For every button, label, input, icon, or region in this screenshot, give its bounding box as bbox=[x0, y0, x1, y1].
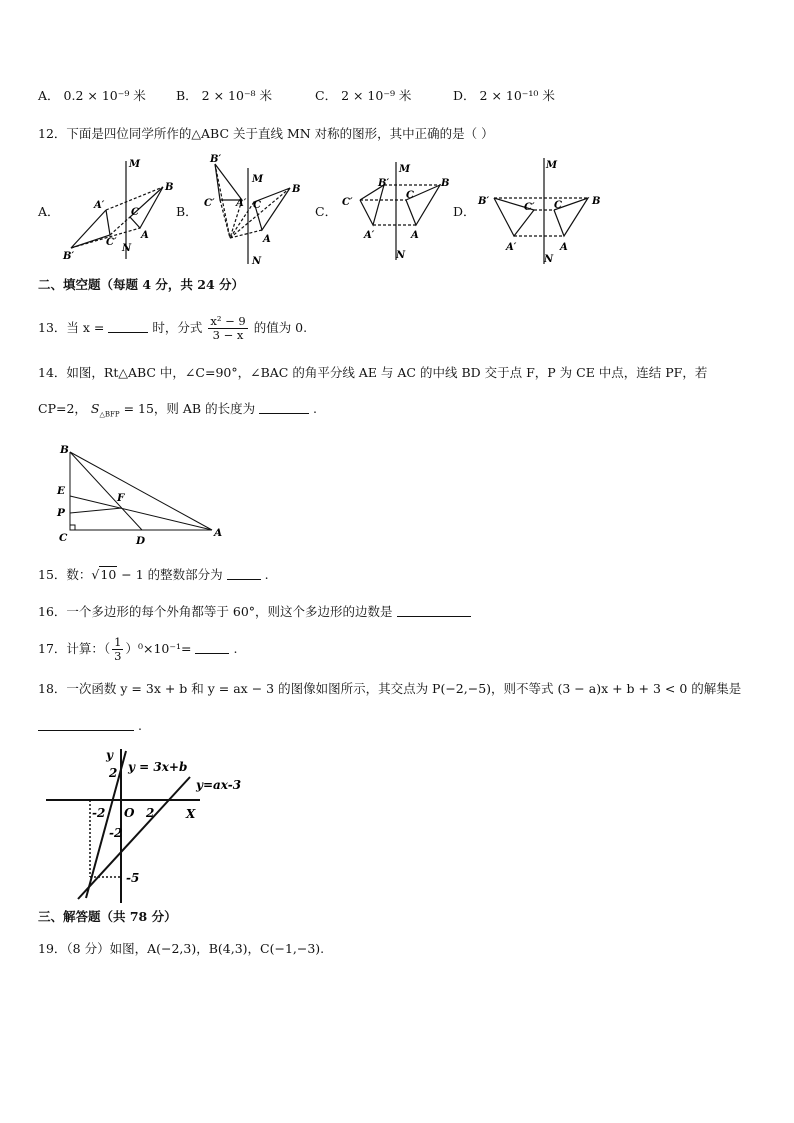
label-n: N bbox=[544, 254, 554, 265]
q11-option-value: 0.2 × 10⁻⁹ 米 bbox=[63, 88, 146, 103]
label-a: A bbox=[141, 230, 149, 241]
q11-option-label: B． bbox=[176, 88, 198, 103]
label-b: B bbox=[441, 178, 450, 189]
q18-end: . bbox=[137, 718, 142, 733]
label-a1: A′ bbox=[506, 242, 517, 253]
q14-label-e: E bbox=[57, 485, 66, 497]
q17-fraction bbox=[112, 636, 123, 663]
q18-tick-y-neg5: -5 bbox=[126, 871, 140, 885]
q18-line1: 18．一次函数 y = 3x + b 和 y = ax − 3 的图像如图所示，其交点为 P(−2,−5)，则不等式 (3 − a)x + b + 3 < 0 的解集是 bbox=[38, 681, 742, 696]
q18-axis-x: X bbox=[186, 807, 196, 821]
label-n: N bbox=[122, 243, 132, 254]
q15-pre: 15．数： bbox=[38, 567, 92, 582]
q14-label-a: A bbox=[214, 527, 223, 539]
q11-option-value: 2 × 10⁻⁹ 米 bbox=[341, 88, 412, 103]
label-b1: B′ bbox=[478, 196, 490, 207]
q12-text: 12．下面是四位同学所作的△ABC 关于直线 MN 对称的图形，其中正确的是（ ） bbox=[38, 126, 494, 141]
label-c: C bbox=[554, 200, 562, 211]
label-c: C bbox=[131, 207, 139, 218]
q13-frac-num: x² − 9 bbox=[210, 314, 246, 328]
label-c1: C′ bbox=[342, 197, 353, 208]
label-c: C bbox=[253, 200, 261, 211]
q12-figure-c bbox=[338, 152, 456, 264]
q18-tick-y-neg2: -2 bbox=[109, 826, 123, 840]
label-a: A bbox=[560, 242, 568, 253]
q18-answer-blank[interactable] bbox=[38, 718, 134, 731]
q18-line1-label: y = 3x+b bbox=[128, 760, 188, 774]
q12-option-c-label: C． bbox=[315, 204, 338, 219]
q11-option-a bbox=[38, 88, 146, 104]
label-b1: B′ bbox=[63, 251, 75, 262]
label-a: A bbox=[411, 230, 419, 241]
q12-figure-d bbox=[476, 152, 610, 266]
label-b: B bbox=[292, 184, 301, 195]
q17-pre: 17．计算：（ bbox=[38, 641, 111, 656]
q13-tail: 的值为 0. bbox=[253, 320, 308, 335]
q15-mid: − 1 的整数部分为 bbox=[121, 567, 223, 582]
label-a1: A′ bbox=[236, 198, 247, 209]
label-m: M bbox=[546, 160, 558, 171]
q11-option-label: C． bbox=[315, 88, 338, 103]
q14-figure bbox=[50, 440, 230, 550]
section2-title: 二、填空题（每题 4 分，共 24 分） bbox=[38, 277, 245, 292]
q13-answer-blank[interactable] bbox=[108, 320, 148, 333]
label-n: N bbox=[396, 250, 406, 261]
q14-line2 bbox=[38, 401, 317, 423]
q18-axis-y: y bbox=[106, 748, 113, 762]
q11-option-label: A． bbox=[38, 88, 60, 103]
q12-option-b-label: B． bbox=[176, 204, 198, 219]
q15-answer-blank[interactable] bbox=[227, 567, 261, 580]
q14-line2-end: . bbox=[313, 401, 318, 416]
section3-title: 三、解答题（共 78 分） bbox=[38, 909, 177, 924]
q15 bbox=[38, 566, 269, 583]
q14-area-subscript: △BFP bbox=[99, 410, 120, 419]
q14-label-f: F bbox=[117, 492, 125, 504]
q14-label-d: D bbox=[136, 535, 146, 547]
q12-figure-b bbox=[200, 150, 310, 268]
q15-end: . bbox=[264, 567, 269, 582]
q13-frac-den: 3 − x bbox=[212, 328, 244, 342]
q11-option-c bbox=[315, 88, 411, 104]
q14-label-c: C bbox=[59, 532, 68, 544]
label-b1: B′ bbox=[210, 154, 222, 165]
q18-tick-x-neg2: -2 bbox=[92, 806, 106, 820]
label-c1: C′ bbox=[106, 237, 117, 248]
q13 bbox=[38, 308, 307, 348]
label-b: B bbox=[592, 196, 601, 207]
q11-option-d bbox=[453, 88, 555, 104]
q14-line1: 14．如图，Rt△ABC 中，∠C=90°，∠BAC 的角平分线 AE 与 AC 的中线 BD 交于点 F，P 为 CE 中点，连结 PF，若 bbox=[38, 365, 708, 380]
label-n: N bbox=[252, 256, 262, 267]
q17-post: ）⁰×10⁻¹= bbox=[125, 641, 192, 656]
q17-answer-blank[interactable] bbox=[195, 641, 229, 654]
label-c1: C′ bbox=[204, 198, 215, 209]
q17-frac-num: 1 bbox=[114, 635, 122, 649]
q18-tick-x2: 2 bbox=[146, 806, 155, 820]
q17 bbox=[38, 636, 237, 663]
q13-pre: 13．当 x = bbox=[38, 320, 105, 335]
q15-radicand: 10 bbox=[100, 567, 117, 582]
label-m: M bbox=[399, 164, 411, 175]
q11-option-label: D． bbox=[453, 88, 476, 103]
q14-label-b: B bbox=[60, 444, 69, 456]
q15-radical-sign: √ bbox=[91, 567, 100, 582]
label-c: C bbox=[406, 190, 414, 201]
q18-figure bbox=[40, 745, 270, 905]
q13-fraction bbox=[208, 315, 247, 342]
label-b1: B′ bbox=[378, 178, 390, 189]
q19-text: 19．（8 分）如图，A(−2,3)，B(4,3)，C(−1,−3). bbox=[38, 941, 325, 956]
label-a1: A′ bbox=[364, 230, 375, 241]
q12-option-d-label: D． bbox=[453, 204, 476, 219]
label-c1: C′ bbox=[524, 202, 535, 213]
q11-option-value: 2 × 10⁻⁸ 米 bbox=[201, 88, 273, 103]
q14-line2-pre: CP=2， bbox=[38, 401, 87, 416]
q18-tick-y2: 2 bbox=[109, 766, 118, 780]
q14-line2-mid: = 15，则 AB 的长度为 bbox=[123, 401, 256, 416]
q12-option-a-label: A． bbox=[38, 204, 60, 219]
label-a1: A′ bbox=[94, 200, 105, 211]
q16 bbox=[38, 604, 471, 620]
label-a: A bbox=[263, 234, 271, 245]
q17-frac-den: 3 bbox=[114, 649, 122, 663]
label-m: M bbox=[252, 174, 264, 185]
q11-option-b bbox=[176, 88, 272, 104]
q16-text: 16．一个多边形的每个外角都等于 60°，则这个多边形的边数是 bbox=[38, 604, 393, 619]
q14-label-p: P bbox=[57, 507, 65, 519]
label-b: B bbox=[165, 182, 174, 193]
label-m: M bbox=[129, 159, 141, 170]
q14-answer-blank[interactable] bbox=[259, 401, 309, 414]
q18-line2 bbox=[38, 718, 142, 734]
q12-figure-a bbox=[58, 155, 178, 265]
q11-option-value: 2 × 10⁻¹⁰ 米 bbox=[479, 88, 555, 103]
q17-end: . bbox=[233, 641, 238, 656]
q16-answer-blank[interactable] bbox=[397, 604, 471, 617]
q14-area-symbol: S bbox=[90, 401, 100, 416]
q18-line2-label: y=ax-3 bbox=[196, 778, 242, 792]
q13-post: 时，分式 bbox=[152, 320, 203, 335]
q18-origin: O bbox=[124, 806, 135, 820]
